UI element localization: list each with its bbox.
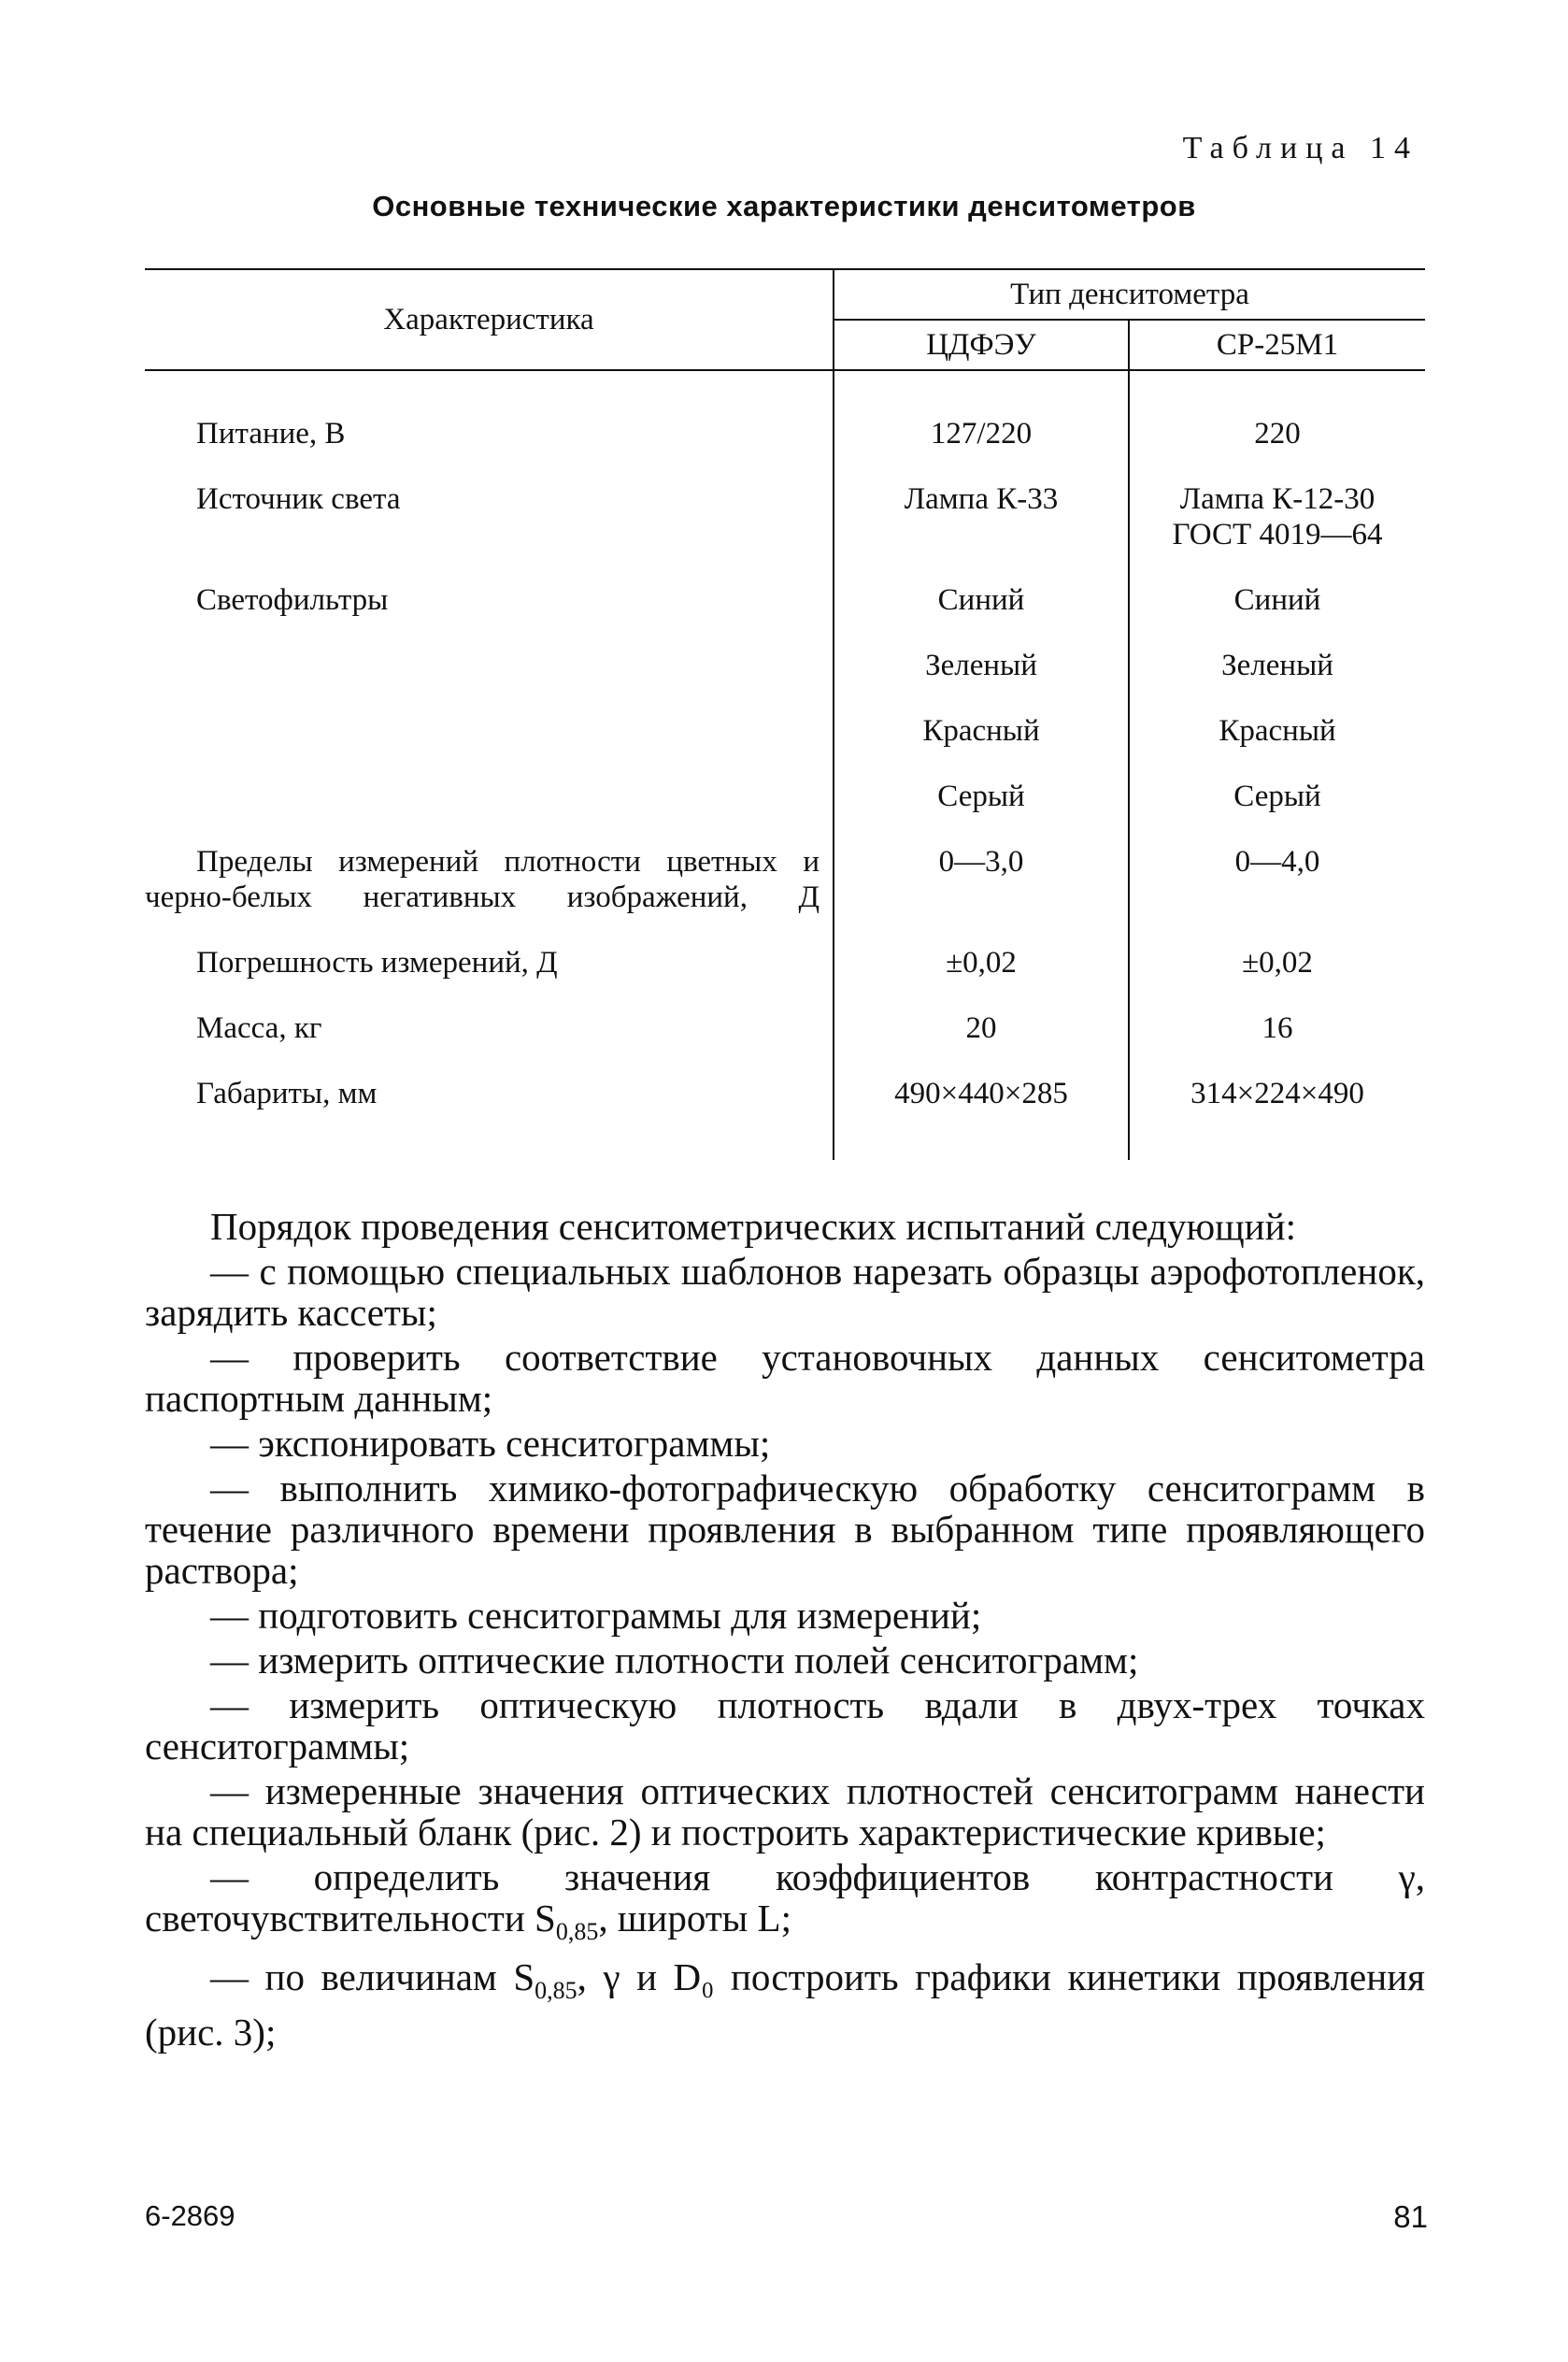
row-characteristic bbox=[145, 648, 834, 713]
row-value-cdfeu: 0—3,0 bbox=[834, 844, 1129, 945]
table-row bbox=[145, 416, 1425, 481]
footer-print-code: 6-2869 bbox=[145, 2199, 235, 2232]
text-run: — определить значения коэффициентов контрастности γ, светочувствительности S bbox=[145, 1855, 1425, 1940]
row-value-sr25m1: Красный bbox=[1219, 714, 1336, 748]
table-row bbox=[145, 1010, 1425, 1076]
procedure-item-kinetics bbox=[145, 1956, 1425, 2053]
row-value-cdfeu: Красный bbox=[834, 713, 1129, 779]
row-characteristic: Источник света bbox=[145, 481, 834, 582]
row-value-cdfeu: Лампа К-33 bbox=[834, 481, 1129, 582]
row-value-sr25m1: 0—4,0 bbox=[1234, 845, 1320, 879]
row-value-cdfeu: 490×440×285 bbox=[834, 1076, 1129, 1160]
page-number: 81 bbox=[1393, 2199, 1428, 2234]
procedure-text bbox=[145, 1206, 1425, 2056]
row-value-cdfeu: 127/220 bbox=[834, 416, 1129, 481]
row-characteristic: Питание, В bbox=[145, 416, 834, 481]
row-value-line: ГОСТ 4019—64 bbox=[1172, 518, 1383, 551]
text-run: — по величинам S bbox=[210, 1955, 535, 1999]
table-row bbox=[145, 481, 1425, 582]
row-value-cdfeu: Серый bbox=[834, 779, 1129, 844]
row-characteristic: Погрешность измерений, Д bbox=[145, 945, 834, 1010]
row-value-sr25m1: 16 bbox=[1262, 1011, 1293, 1045]
row-characteristic bbox=[145, 779, 834, 844]
table-row bbox=[145, 648, 1425, 713]
text-run: , широты L; bbox=[598, 1897, 791, 1940]
table-row bbox=[145, 582, 1425, 648]
row-value-cdfeu: 20 bbox=[834, 1010, 1129, 1076]
row-characteristic: Масса, кг bbox=[145, 1010, 834, 1076]
row-value-sr25m1: 220 bbox=[1254, 417, 1301, 451]
table-row bbox=[145, 713, 1425, 779]
table-row bbox=[145, 945, 1425, 1010]
row-value-cdfeu: Синий bbox=[834, 582, 1129, 648]
spec-table bbox=[145, 268, 1425, 1160]
header-densitometer-type: Тип денситометра bbox=[834, 269, 1425, 320]
procedure-item: — с помощью специальных шаблонов нарезать образцы аэрофотопленок, зарядить кассеты; bbox=[145, 1250, 1425, 1334]
subscript: 0,85 bbox=[555, 1918, 599, 1946]
row-value-sr25m1: Зеленый bbox=[1221, 649, 1333, 682]
row-characteristic: Светофильтры bbox=[145, 582, 834, 648]
table-row bbox=[145, 844, 1425, 945]
row-value-sr25m1: 314×224×490 bbox=[1190, 1077, 1364, 1110]
procedure-intro: Порядок проведения сенситометрических испытаний следующий: bbox=[210, 1205, 1296, 1248]
header-sr25m1: СР-25М1 bbox=[1129, 320, 1425, 370]
row-characteristic-line: черно-белых негативных изображений, Д bbox=[145, 880, 820, 914]
row-value-sr25m1 bbox=[1129, 481, 1425, 582]
procedure-item: — выполнить химико-фотографическую обработку сенситограмм в течение различного времени проявления в выбранном типе проявляющего раствора; bbox=[145, 1467, 1425, 1592]
header-characteristic: Характеристика bbox=[145, 269, 834, 370]
procedure-item: — проверить соответствие установочных данных сенситометра паспортным данным; bbox=[145, 1336, 1425, 1420]
subscript: 0,85 bbox=[535, 1977, 577, 2005]
row-value-cdfeu: ±0,02 bbox=[834, 945, 1129, 1010]
row-value-sr25m1: Серый bbox=[1233, 780, 1321, 813]
row-value-cdfeu: Зеленый bbox=[834, 648, 1129, 713]
table-label: Таблица 14 bbox=[1182, 131, 1418, 165]
row-value-sr25m1: ±0,02 bbox=[1242, 946, 1313, 980]
procedure-item: — подготовить сенситограммы для измерений; bbox=[210, 1594, 982, 1637]
table-row bbox=[145, 1076, 1425, 1160]
procedure-item-contrast bbox=[145, 1856, 1425, 1953]
row-characteristic-line: Пределы измерений плотности цветных и bbox=[196, 845, 820, 879]
row-value-sr25m1: Синий bbox=[1233, 583, 1321, 617]
header-cdfeu: ЦДФЭУ bbox=[834, 320, 1129, 370]
spec-table-container bbox=[145, 268, 1425, 1160]
procedure-item: — измеренные значения оптических плотностей сенситограмм нанести на специальный бланк (рис. 2) и построить характеристические кривые; bbox=[145, 1769, 1425, 1854]
procedure-item: — экспонировать сенситограммы; bbox=[210, 1422, 771, 1465]
row-characteristic: Габариты, мм bbox=[145, 1076, 834, 1160]
table-row bbox=[145, 779, 1425, 844]
row-value-line: Лампа К-12-30 bbox=[1179, 482, 1376, 516]
procedure-item: — измерить оптическую плотность вдали в двух-трех точках сенситограммы; bbox=[145, 1683, 1425, 1768]
text-run: , γ и D₀ построить графики кинетики проявления (рис. 3); bbox=[145, 1955, 1425, 2054]
row-characteristic bbox=[145, 713, 834, 779]
row-characteristic bbox=[145, 844, 834, 945]
table-title: Основные технические характеристики денситометров bbox=[372, 190, 1196, 222]
procedure-item: — измерить оптические плотности полей сенситограмм; bbox=[210, 1639, 1139, 1682]
table-spacer-row bbox=[145, 370, 1425, 416]
